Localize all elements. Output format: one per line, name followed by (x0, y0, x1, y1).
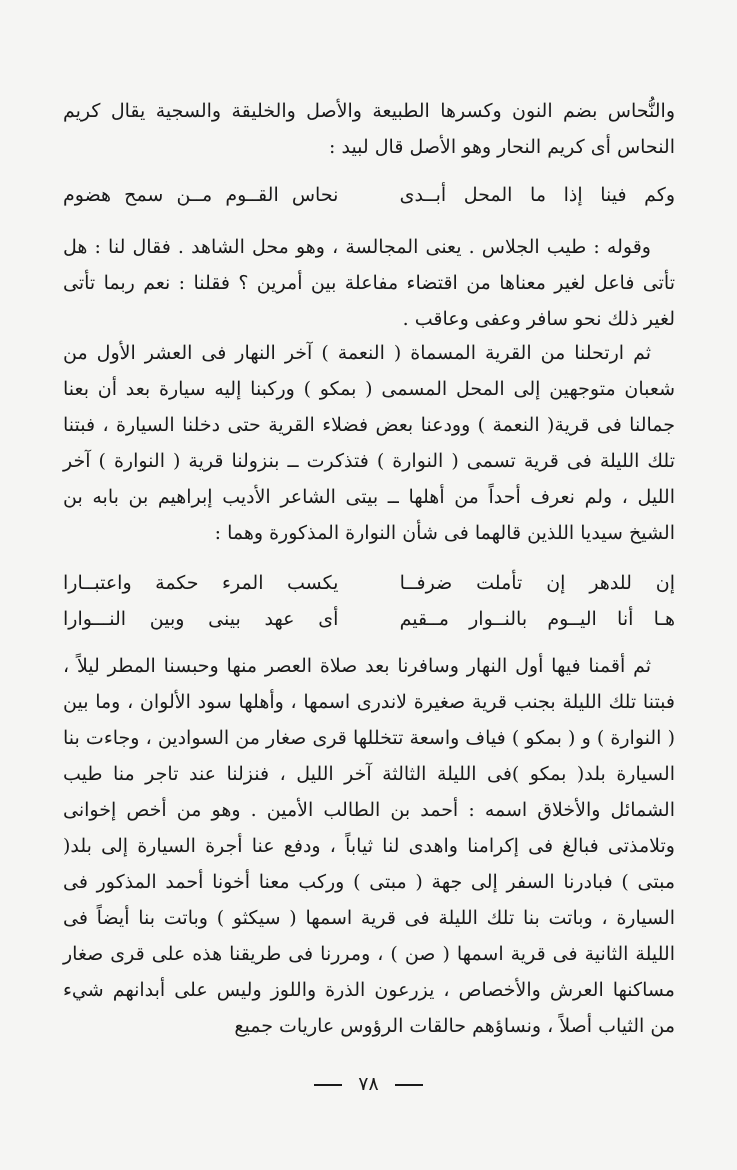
page-footer (0, 1073, 737, 1095)
verse-nawara-line-2-first: هـا أنا اليــوم بالنــوار مــقيم (399, 608, 675, 630)
verse-nawara-line-2-second: أى عهد بينى وبين النـــوارا (63, 608, 339, 630)
verse-labid-first-hemistich: وكم فينا إذا ما المحل أبــدى (399, 184, 675, 206)
verse-nawara-line-1 (63, 565, 675, 601)
verse-nawara-line-1-second: يكسب المرء حكمة واعتبــارا (63, 572, 339, 594)
verse-labid (63, 177, 675, 213)
paragraph-jilas: وقوله : طيب الجلاس . يعنى المجالسة ، وهو محل الشاهد . فقال لنا : هل تأتى فاعل لغير معناها من اقتضاء مفاعلة بين أمرين ؟ فقلنا : نعم ربما تأتى لغير ذلك نحو سافر وعفى وعاقب . (63, 236, 675, 330)
footer-dash-right (395, 1084, 423, 1086)
verse-labid-second-hemistich: نحاس القــوم مــن سمح هضوم (63, 184, 339, 206)
footer-dash-left (314, 1084, 342, 1086)
verse-nawara-line-2 (63, 601, 675, 637)
paragraph-departure: ثم ارتحلنا من القرية المسماة ( النعمة ) آخر النهار فى العشر الأول من شعبان متوجهين إلى المحل المسمى ( بمكو ) وركبنا إليه سيارة بعد أن بعنا جمالنا فى قرية( النعمة ) وودعنا بعض فضلاء القرية حتى دخلنا السيارة ، فبتنا تلك الليلة فى قرية تسمى ( النوارة ) فتذكرت ــ بنزولنا قرية ( النوارة ) آخر الليل ، ولم نعرف أحداً من أهلها ــ بيتى الشاعر الأديب إبراهيم بن بابه بن الشيخ سيديا اللذين قالهما فى شأن النوارة المذكورة وهما : (63, 342, 675, 544)
paragraph-journey: ثم أقمنا فيها أول النهار وسافرنا بعد صلاة العصر منها وحبسنا المطر ليلاً ، فبتنا تلك الليلة بجنب قرية صغيرة لاندرى اسمها ، وأهلها سود الألوان ، وما بين ( النوارة ) و ( بمكو ) فياف واسعة تتخللها قرى صغار من السوادين ، وجاءت بنا السيارة بلد( بمكو )فى الليلة الثالثة آخر الليل ، فنزلنا عند تاجر منا طيب الشمائل والأخلاق اسمه : أحمد بن الطالب الأمين . وهو من أخص إخوانى وتلامذتى فبالغ فى إكرامنا واهدى لنا ثياباً ، ودفع عنا أجرة السيارة إلى بلد( مبتى ) فبادرنا السفر إلى جهة ( مبتى ) وركب معنا أخونا أحمد المذكور فى السيارة ، وباتت بنا تلك الليلة فى قرية اسمها ( سيكثو ) وباتت بنا أيضاً فى الليلة الثانية فى قرية اسمها ( صن ) ، ومررنا فى طريقنا هذه على قرى صغار مساكنها العرش والأخصاص ، يزرعون الذرة واللوز وليس على أبدانهم شيء من الثياب أصلاً ، ونساؤهم حالقات الرؤوس عاريات جميع (63, 655, 675, 1037)
paragraph-nuhas-definition: والنُّحاس بضم النون وكسرها الطبيعة والأصل والخليقة والسجية يقال كريم النحاس أى كريم النحار وهو الأصل قال لبيد : (63, 100, 675, 158)
verse-nawara-line-1-first: إن للدهر إن تأملت ضرفــا (399, 572, 675, 594)
page-number: ٧٨ (358, 1073, 379, 1095)
